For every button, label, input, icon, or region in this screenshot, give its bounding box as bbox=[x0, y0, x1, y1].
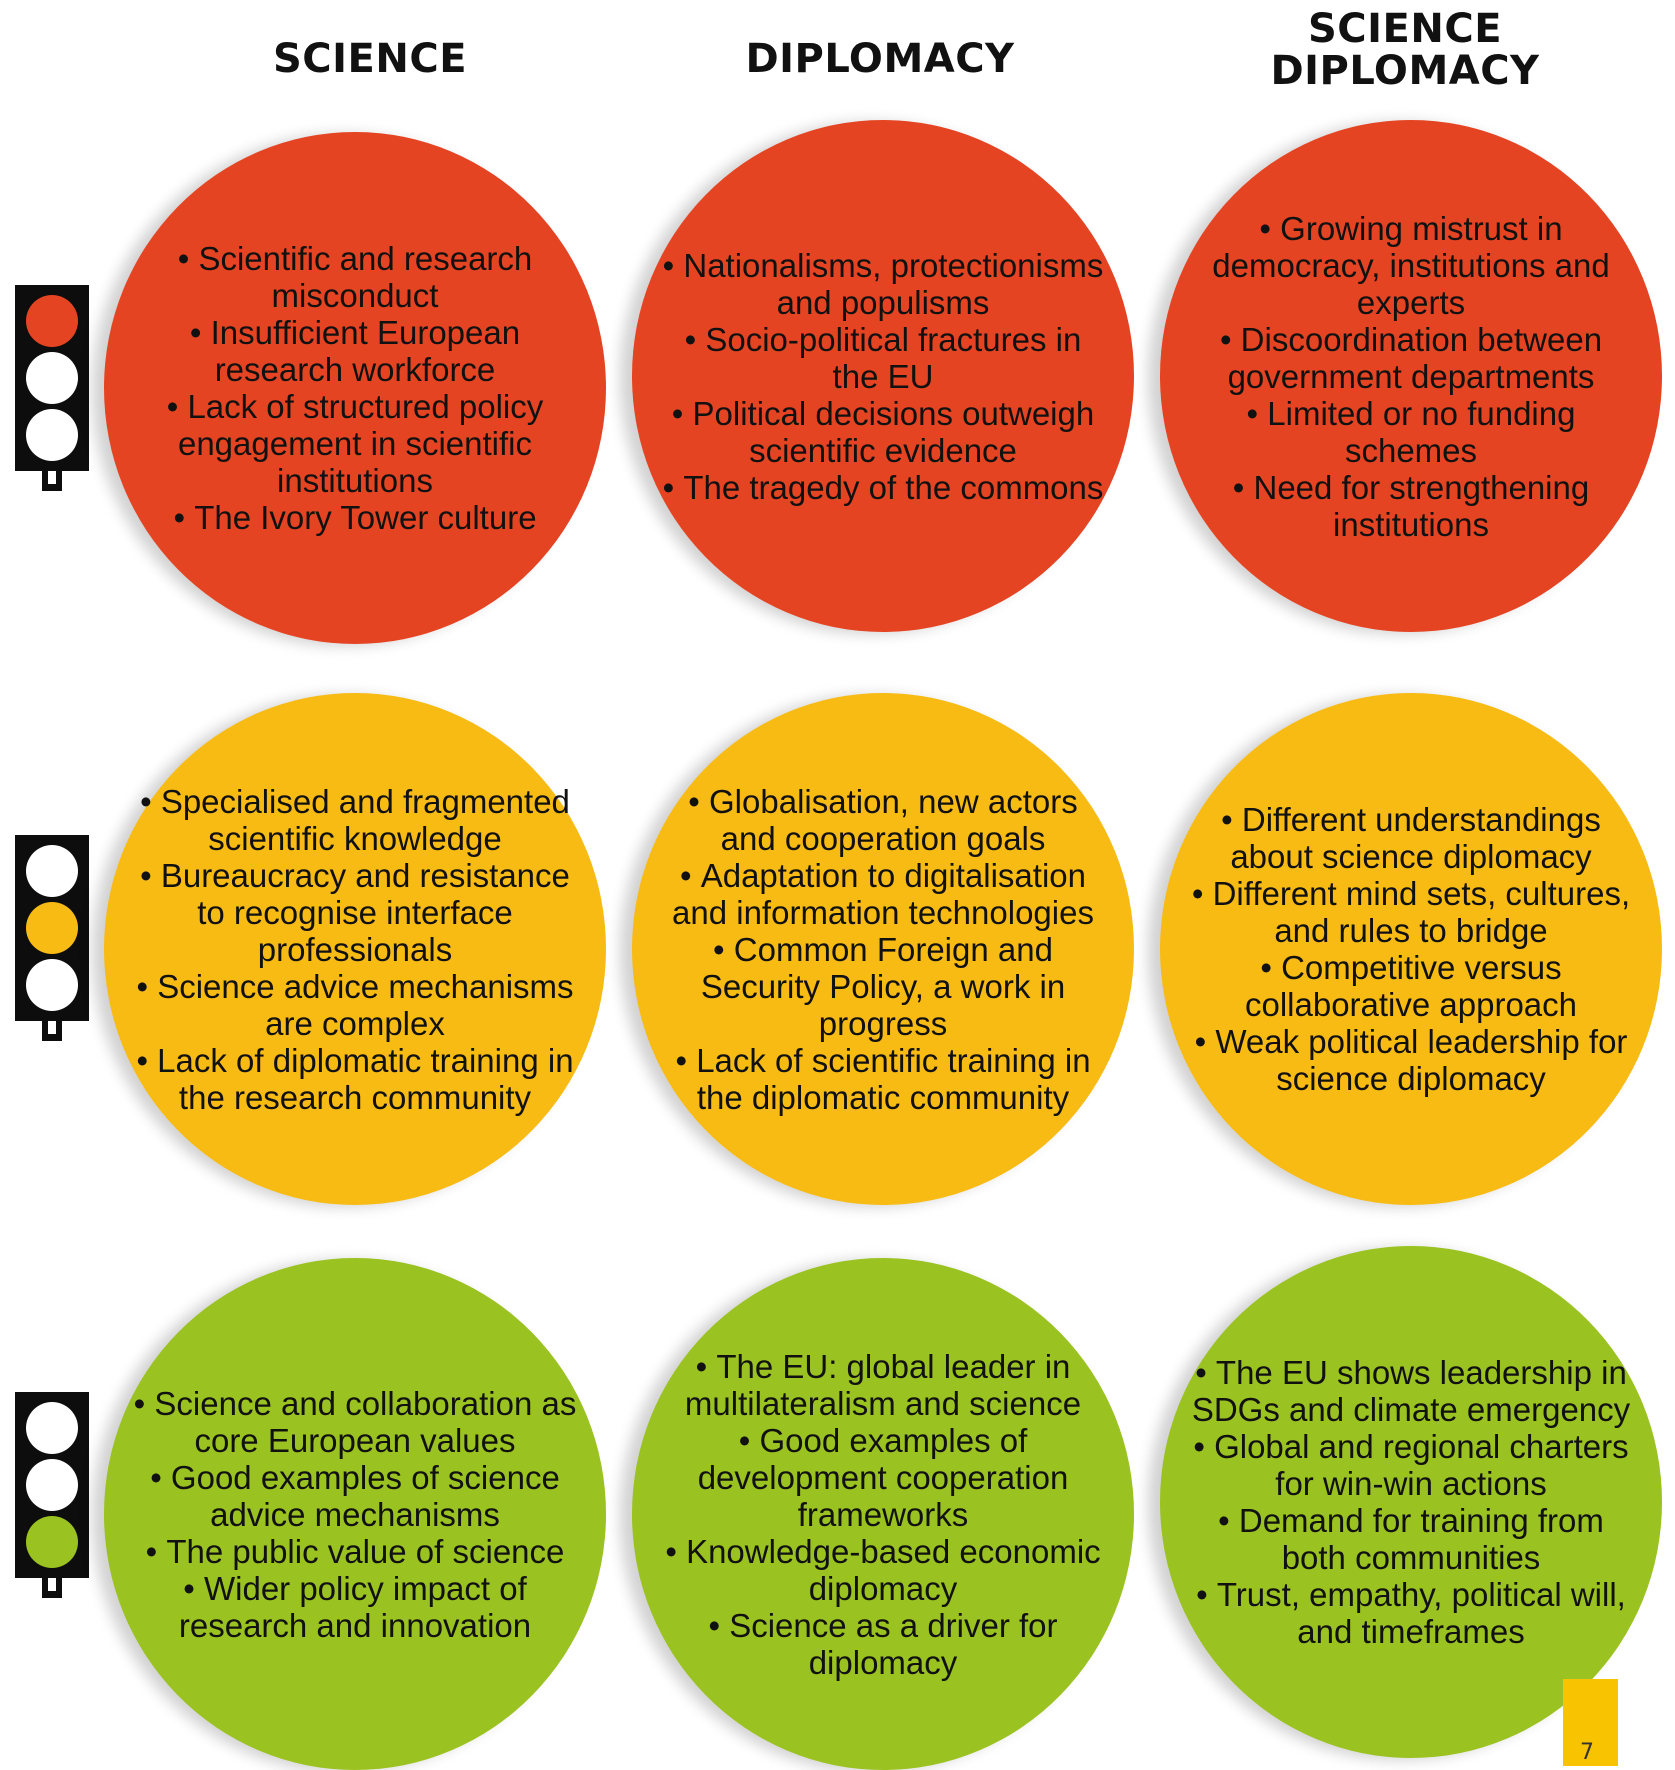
list-item: • Demand for training from both communities bbox=[1188, 1502, 1634, 1576]
traffic-light-pole bbox=[42, 471, 62, 491]
list-item: • The tragedy of the commons bbox=[660, 469, 1106, 506]
lamp-off bbox=[26, 1459, 78, 1511]
column-header-science-diplomacy-line2: DIPLOMACY bbox=[1270, 48, 1540, 94]
list-item: • Specialised and fragmented scientific knowledge bbox=[132, 783, 578, 857]
list-item: • Limited or no funding schemes bbox=[1188, 395, 1634, 469]
list-item: • Growing mistrust in democracy, institutions and experts bbox=[1188, 210, 1634, 321]
circle-green-diplomacy bbox=[632, 1258, 1134, 1770]
page-number: 7 bbox=[1580, 1740, 1594, 1765]
challenge-list bbox=[1160, 801, 1662, 1097]
challenge-list bbox=[632, 1348, 1134, 1681]
list-item: • The public value of science bbox=[132, 1533, 578, 1570]
circle-red-science-diplomacy bbox=[1160, 120, 1662, 632]
challenge-list bbox=[104, 783, 606, 1116]
list-item: • Nationalisms, protectionisms and populisms bbox=[660, 247, 1106, 321]
list-item: • Different understandings about science diplomacy bbox=[1188, 801, 1634, 875]
list-item: • Science and collaboration as core European values bbox=[132, 1385, 578, 1459]
column-header-science-diplomacy bbox=[1265, 8, 1545, 92]
list-item: • Lack of scientific training in the diplomatic community bbox=[660, 1042, 1106, 1116]
list-item: • Knowledge-based economic diplomacy bbox=[660, 1533, 1106, 1607]
list-item: • The EU: global leader in multilateralism and science bbox=[660, 1348, 1106, 1422]
list-item: • Science advice mechanisms are complex bbox=[132, 968, 578, 1042]
challenge-list bbox=[1160, 1354, 1662, 1650]
challenge-list bbox=[632, 783, 1134, 1116]
column-header-diplomacy: DIPLOMACY bbox=[745, 36, 1015, 82]
list-item: • Science as a driver for diplomacy bbox=[660, 1607, 1106, 1681]
traffic-light-red-icon bbox=[15, 285, 89, 471]
list-item: • Competitive versus collaborative approach bbox=[1188, 949, 1634, 1023]
list-item: • Good examples of development cooperation frameworks bbox=[660, 1422, 1106, 1533]
traffic-light-pole bbox=[42, 1021, 62, 1041]
lamp-off bbox=[26, 845, 78, 897]
list-item: • Discoordination between government departments bbox=[1188, 321, 1634, 395]
circle-red-diplomacy bbox=[632, 120, 1134, 632]
lamp-off bbox=[26, 409, 78, 461]
lamp-yellow bbox=[26, 902, 78, 954]
list-item: • Good examples of science advice mechanisms bbox=[132, 1459, 578, 1533]
list-item: • Globalisation, new actors and cooperation goals bbox=[660, 783, 1106, 857]
circle-yellow-science bbox=[104, 693, 606, 1205]
list-item: • Lack of diplomatic training in the research community bbox=[132, 1042, 578, 1116]
traffic-light-green-icon bbox=[15, 1392, 89, 1578]
column-header-science-diplomacy-line1: SCIENCE bbox=[1307, 6, 1503, 52]
traffic-light-yellow-icon bbox=[15, 835, 89, 1021]
challenge-list bbox=[104, 1385, 606, 1644]
lamp-off bbox=[26, 1402, 78, 1454]
challenge-list bbox=[632, 247, 1134, 506]
list-item: • Weak political leadership for science diplomacy bbox=[1188, 1023, 1634, 1097]
list-item: • Common Foreign and Security Policy, a work in progress bbox=[660, 931, 1106, 1042]
circle-yellow-science-diplomacy bbox=[1160, 693, 1662, 1205]
list-item: • Adaptation to digitalisation and information technologies bbox=[660, 857, 1106, 931]
lamp-red bbox=[26, 295, 78, 347]
list-item: • Need for strengthening institutions bbox=[1188, 469, 1634, 543]
traffic-light-pole bbox=[42, 1578, 62, 1598]
list-item: • Political decisions outweigh scientific evidence bbox=[660, 395, 1106, 469]
list-item: • Lack of structured policy engagement in scientific institutions bbox=[132, 388, 578, 499]
list-item: • Scientific and research misconduct bbox=[132, 240, 578, 314]
challenge-list bbox=[1160, 210, 1662, 543]
lamp-off bbox=[26, 959, 78, 1011]
list-item: • Insufficient European research workforce bbox=[132, 314, 578, 388]
challenge-list bbox=[104, 240, 606, 536]
list-item: • Trust, empathy, political will, and timeframes bbox=[1188, 1576, 1634, 1650]
lamp-off bbox=[26, 352, 78, 404]
list-item: • Bureaucracy and resistance to recognise interface professionals bbox=[132, 857, 578, 968]
circle-green-science bbox=[104, 1258, 606, 1770]
lamp-green bbox=[26, 1516, 78, 1568]
circle-red-science bbox=[104, 132, 606, 644]
list-item: • Different mind sets, cultures, and rules to bridge bbox=[1188, 875, 1634, 949]
list-item: • The Ivory Tower culture bbox=[132, 499, 578, 536]
circle-yellow-diplomacy bbox=[632, 693, 1134, 1205]
list-item: • Global and regional charters for win-win actions bbox=[1188, 1428, 1634, 1502]
list-item: • Wider policy impact of research and innovation bbox=[132, 1570, 578, 1644]
column-header-science: SCIENCE bbox=[272, 36, 468, 82]
list-item: • Socio-political fractures in the EU bbox=[660, 321, 1106, 395]
list-item: • The EU shows leadership in SDGs and climate emergency bbox=[1188, 1354, 1634, 1428]
